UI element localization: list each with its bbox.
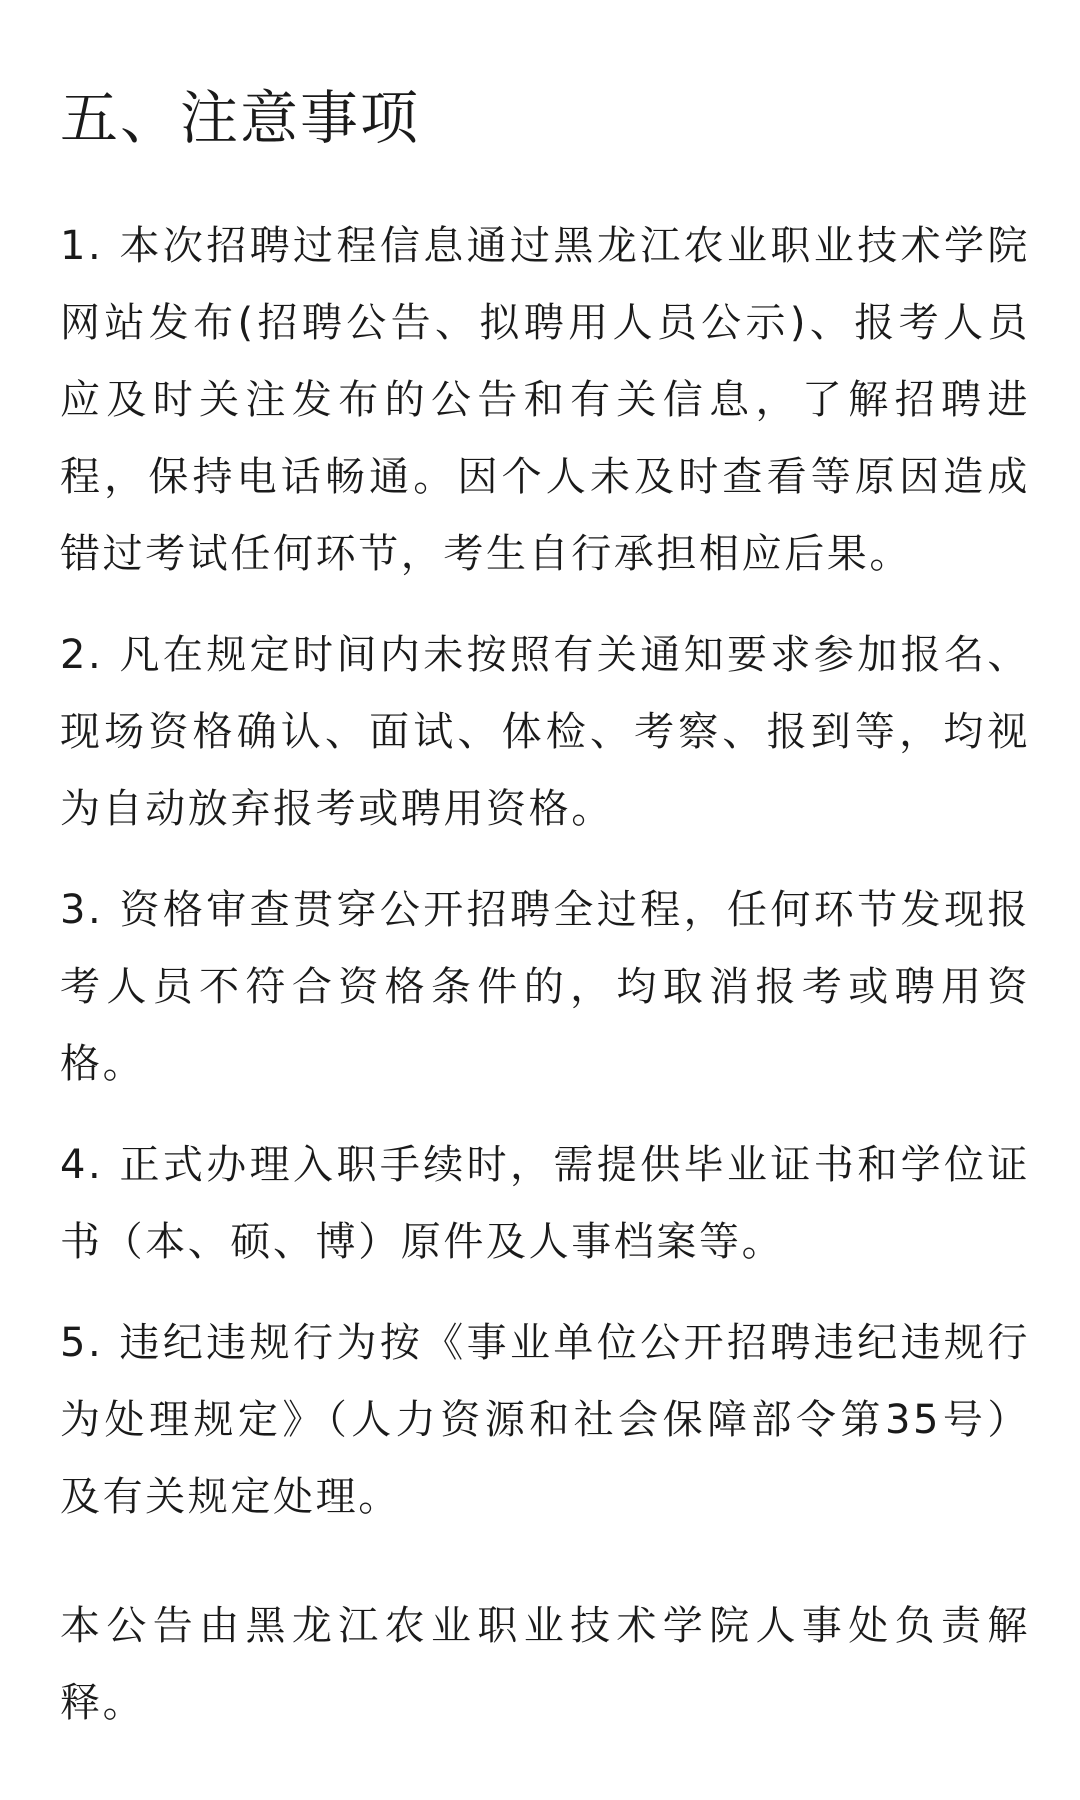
- closing-statement: 本公告由黑龙江农业职业技术学院人事处负责解释。: [60, 1603, 1030, 1726]
- notice-item-5: 5. 违纪违规行为按《事业单位公开招聘违纪违规行为处理规定》（人力资源和社会保障部令第35号）及有关规定处理。: [60, 1320, 1030, 1520]
- notice-item-3: 3. 资格审查贯穿公开招聘全过程，任何环节发现报考人员不符合资格条件的，均取消报考或聘用资格。: [60, 887, 1030, 1087]
- notice-article: [60, 0, 1030, 1742]
- section-title: 五、注意事项: [60, 84, 421, 152]
- notice-item-4: 4. 正式办理入职手续时，需提供毕业证书和学位证书（本、硕、博）原件及人事档案等。: [60, 1142, 1030, 1265]
- notice-item-2: 2. 凡在规定时间内未按照有关通知要求参加报名、现场资格确认、面试、体检、考察、报到等，均视为自动放弃报考或聘用资格。: [60, 632, 1030, 832]
- notice-item-1: 1. 本次招聘过程信息通过黑龙江农业职业技术学院网站发布(招聘公告、拟聘用人员公示)、报考人员应及时关注发布的公告和有关信息，了解招聘进程，保持电话畅通。因个人未及时查看等原因造成错过考试任何环节，考生自行承担相应后果。: [60, 223, 1030, 577]
